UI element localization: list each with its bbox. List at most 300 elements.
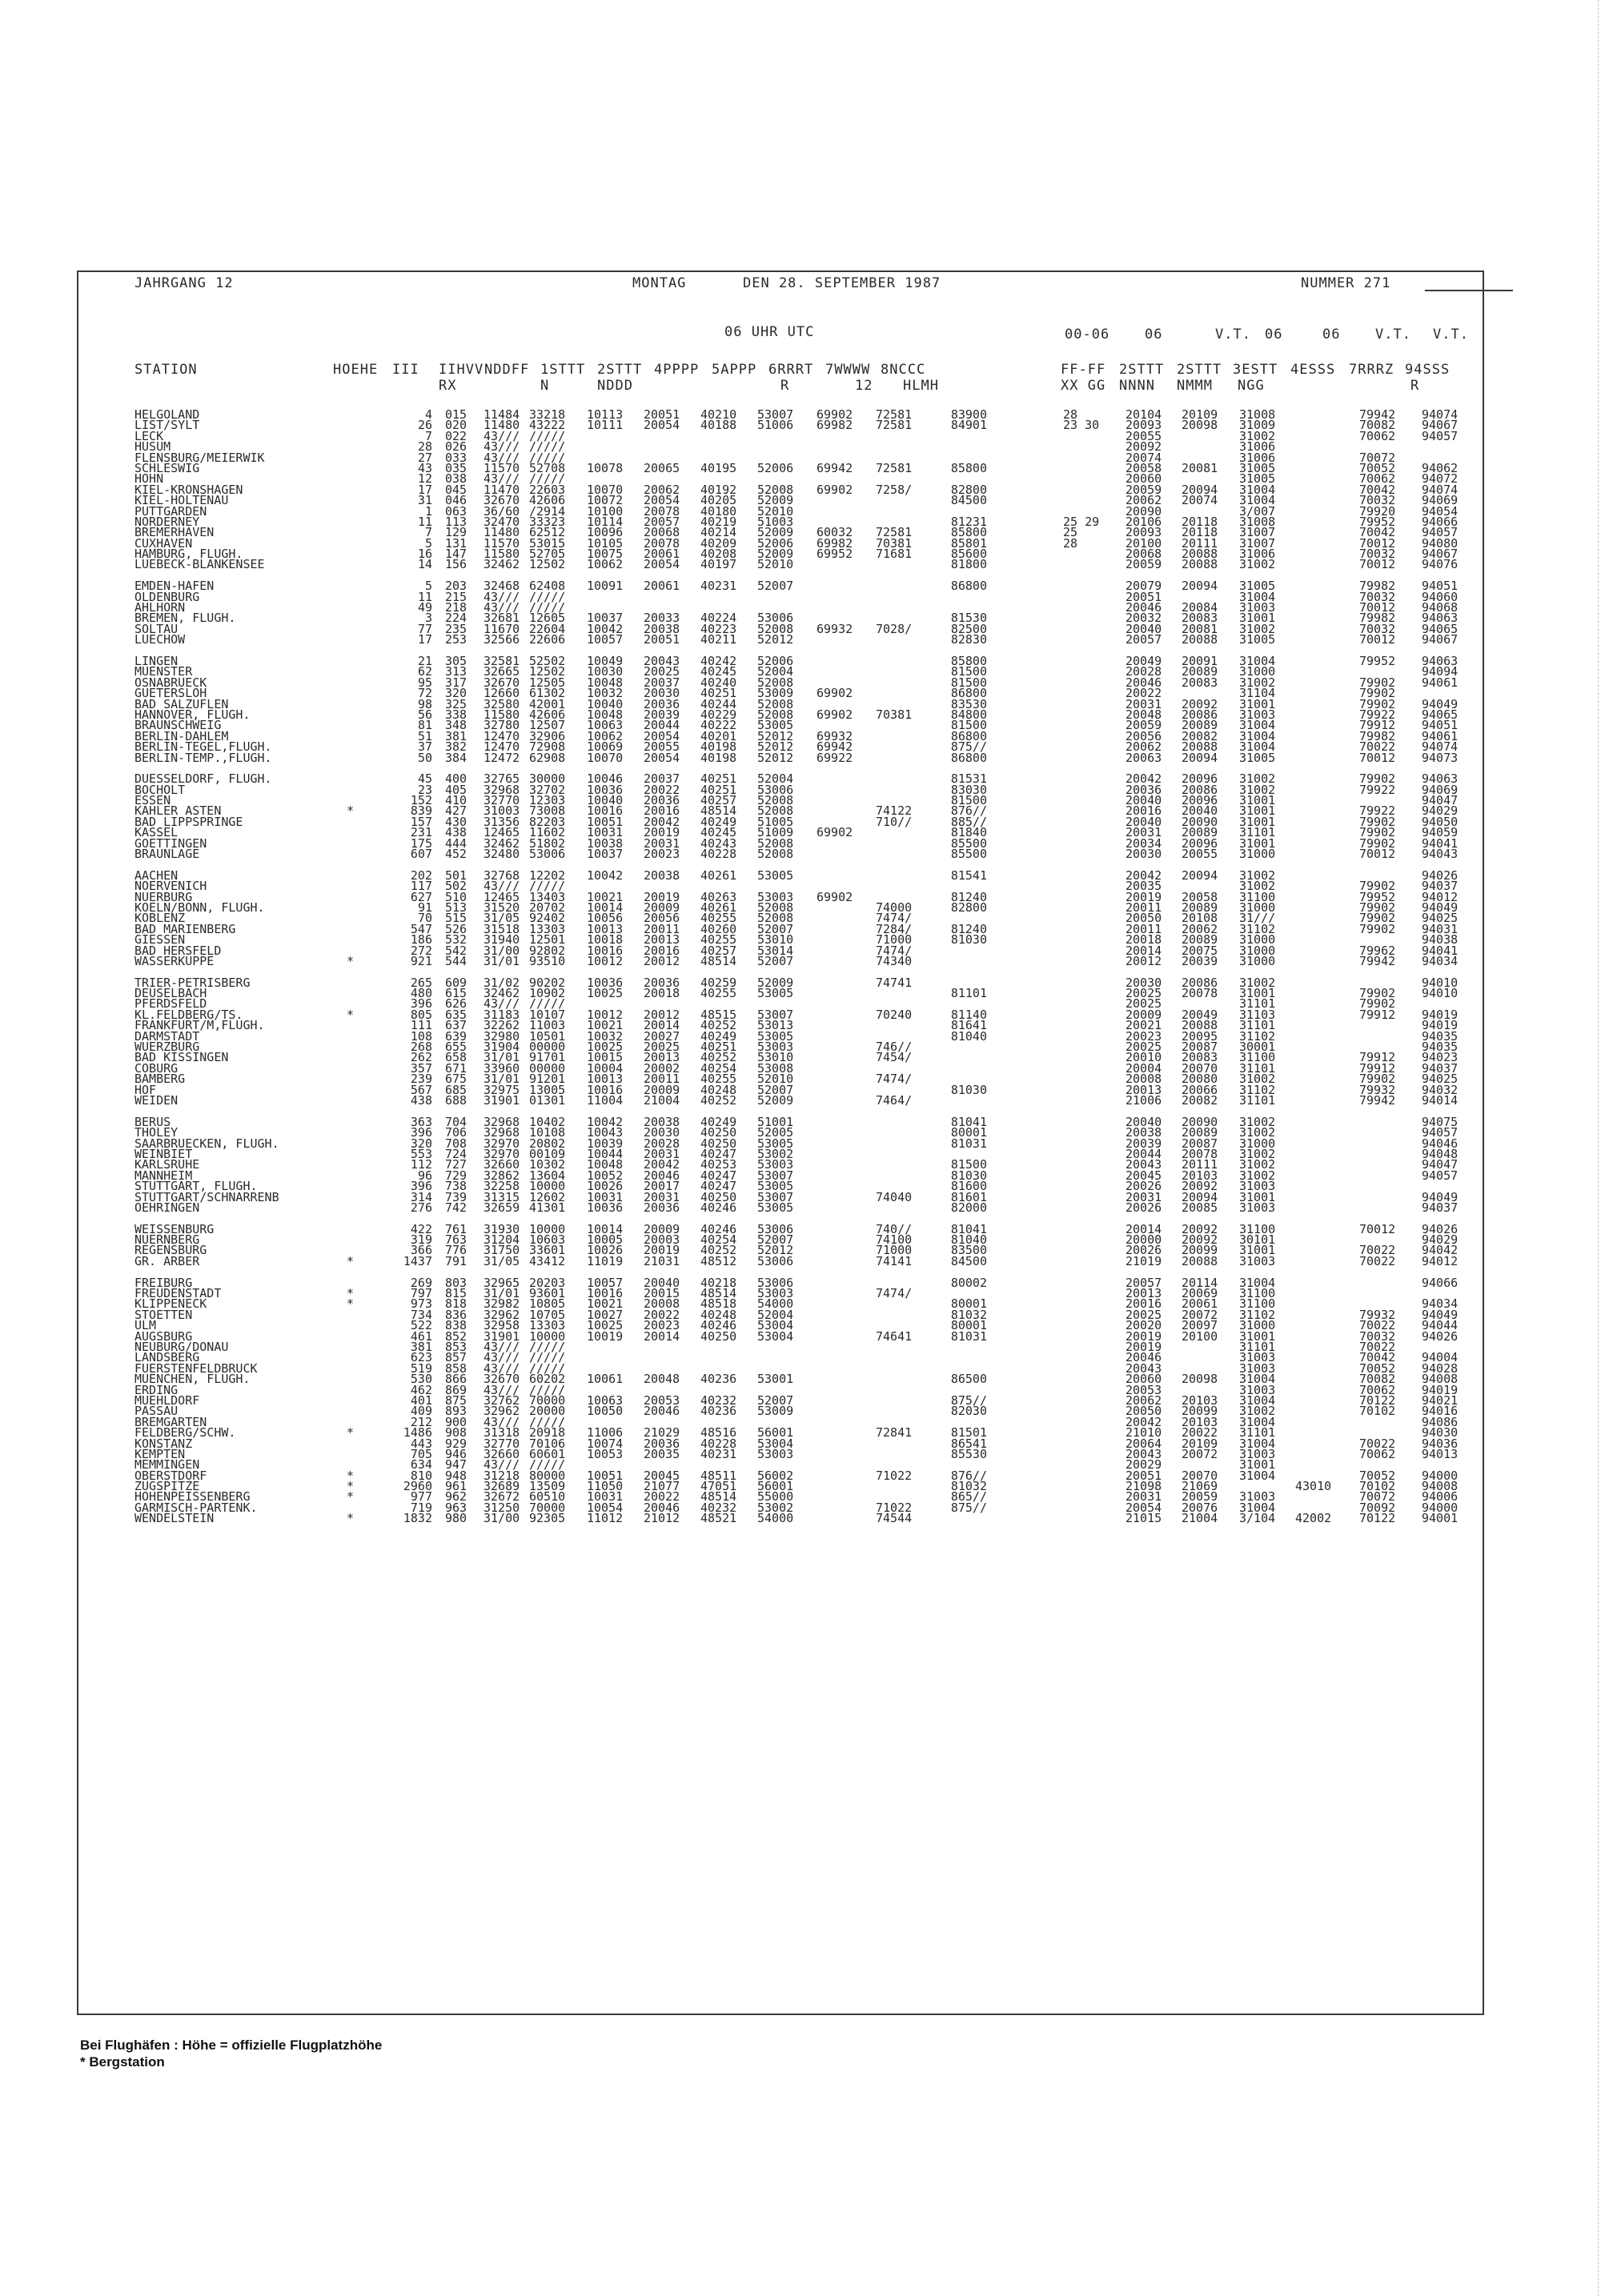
group-2sttt-c: 20090 <box>1182 814 1218 829</box>
group-2sttt-b: 20092 <box>1126 439 1162 455</box>
group-1sttt: 10025 <box>587 1318 624 1333</box>
group-4pppp: 48514 <box>700 953 737 968</box>
group-1sttt: 10040 <box>587 696 624 711</box>
hoehe: 1 <box>424 503 432 519</box>
iii: 526 <box>445 921 467 936</box>
hoehe: 422 <box>410 1221 432 1236</box>
station-name: DEUSELBACH <box>134 986 207 1001</box>
group-3estt: 31002 <box>1239 1146 1276 1161</box>
group-ffff: 25 <box>1063 525 1078 540</box>
nddff: 91201 <box>529 1072 566 1087</box>
group-8nccc: 84901 <box>950 418 987 433</box>
iihvv: 32862 <box>484 1168 520 1183</box>
group-7wwww: 74141 <box>876 1253 913 1268</box>
iihvv: 43/// <box>484 996 520 1012</box>
group-7rrrz: 70032 <box>1359 493 1396 508</box>
iii: 156 <box>445 557 467 572</box>
group-4pppp: 40251 <box>700 686 737 701</box>
group-94sss: 94059 <box>1422 825 1459 840</box>
group-3estt: 31005 <box>1239 460 1276 475</box>
col-sublabel-9: NGG <box>1238 378 1265 394</box>
group-2sttt-c: 20084 <box>1182 600 1218 615</box>
group-1sttt: 11019 <box>587 1253 624 1268</box>
hoehe: 567 <box>410 1082 432 1097</box>
hoehe: 72 <box>417 686 432 701</box>
group-5appp: 52007 <box>757 1232 794 1248</box>
group-2sttt-c: 20118 <box>1182 525 1218 540</box>
group-5appp: 52008 <box>757 835 794 851</box>
group-3estt: 31005 <box>1239 632 1276 647</box>
group-5appp: 53010 <box>757 1050 794 1065</box>
group-8nccc: 80002 <box>950 1275 987 1290</box>
group-2sttt: 20031 <box>644 1146 680 1161</box>
group-3estt: 31004 <box>1239 1468 1276 1483</box>
group-4pppp: 40208 <box>700 547 737 562</box>
iii: 857 <box>445 1350 467 1365</box>
group-4pppp: 40246 <box>700 1200 737 1215</box>
group-7rrrz: 70012 <box>1359 535 1396 551</box>
hoehe: 26 <box>417 418 432 433</box>
nddff: 10000 <box>529 1179 566 1194</box>
iihvv: 32665 <box>484 664 520 679</box>
hoehe: 363 <box>410 1114 432 1129</box>
group-4pppp: 40254 <box>700 1060 737 1076</box>
mountain-marker: * <box>347 1286 355 1301</box>
hoehe: 268 <box>410 1040 432 1055</box>
station-name: FLENSBURG/MEIERWIK <box>134 450 265 465</box>
nddff: 32702 <box>529 782 566 797</box>
group-3estt: 31003 <box>1239 1446 1276 1461</box>
hoehe: 98 <box>417 696 432 711</box>
group-2sttt-c: 20088 <box>1182 547 1218 562</box>
date-label: DEN 28. SEPTEMBER 1987 <box>743 275 941 291</box>
group-5appp: 52008 <box>757 900 794 915</box>
group-3estt: 31004 <box>1239 718 1276 733</box>
group-7rrrz: 70052 <box>1359 1360 1396 1376</box>
hoehe: 50 <box>417 750 432 765</box>
group-3estt: 31006 <box>1239 547 1276 562</box>
station-name: NUERBURG <box>134 889 193 904</box>
col-label-13: 2STTT <box>1177 362 1222 378</box>
station-name: BAD KISSINGEN <box>134 1050 229 1065</box>
iii: 869 <box>445 1382 467 1397</box>
group-2sttt: 20013 <box>644 932 680 948</box>
group-94sss: 94080 <box>1422 535 1459 551</box>
group-2sttt-b: 20014 <box>1126 1221 1162 1236</box>
station-name: BERUS <box>134 1114 171 1129</box>
group-7rrrz: 79982 <box>1359 579 1396 594</box>
group-7rrrz: 79902 <box>1359 771 1396 787</box>
group-8nccc: 81031 <box>950 1328 987 1344</box>
group-2sttt-c: 20075 <box>1182 943 1218 958</box>
hoehe: 634 <box>410 1457 432 1473</box>
iii: 532 <box>445 932 467 948</box>
group-2sttt: 20009 <box>644 900 680 915</box>
group-1sttt: 10074 <box>587 1436 624 1451</box>
group-5appp: 53004 <box>757 1328 794 1344</box>
group-5appp: 53006 <box>757 1275 794 1290</box>
nddff: 22603 <box>529 482 566 497</box>
group-2sttt-c: 20094 <box>1182 1189 1218 1204</box>
hoehe: 1437 <box>403 1253 432 1268</box>
group-4pppp: 48515 <box>700 1007 737 1022</box>
group-4pppp: 40219 <box>700 514 737 529</box>
group-2sttt-c: 20096 <box>1182 771 1218 787</box>
iihvv: 32962 <box>484 1307 520 1322</box>
group-2sttt: 20012 <box>644 953 680 968</box>
group-4pppp: 40222 <box>700 718 737 733</box>
group-2sttt-b: 20023 <box>1126 1028 1162 1044</box>
group-2sttt-b: 20059 <box>1126 718 1162 733</box>
group-4pppp: 40261 <box>700 900 737 915</box>
group-8nccc: 875// <box>950 1500 987 1515</box>
group-1sttt: 10053 <box>587 1446 624 1461</box>
group-ffff: 28 <box>1063 535 1078 551</box>
col-right-2: 06 <box>1145 327 1163 343</box>
group-6rrrt: 69902 <box>817 825 853 840</box>
group-94sss: 94025 <box>1422 911 1459 926</box>
group-4pppp: 40236 <box>700 1372 737 1387</box>
nddff: 10107 <box>529 1007 566 1022</box>
group-2sttt-c: 20086 <box>1182 782 1218 797</box>
group-94sss: 94034 <box>1422 953 1459 968</box>
group-5appp: 53007 <box>757 407 794 422</box>
group-94sss: 94016 <box>1422 1404 1459 1419</box>
group-4pppp: 40231 <box>700 579 737 594</box>
iii: 224 <box>445 611 467 626</box>
group-1sttt: 10040 <box>587 793 624 808</box>
group-2sttt-c: 20049 <box>1182 1007 1218 1022</box>
group-2sttt-b: 20040 <box>1126 621 1162 636</box>
iihvv: 32480 <box>484 847 520 862</box>
group-5appp: 53005 <box>757 1200 794 1215</box>
iihvv: 32975 <box>484 1082 520 1097</box>
hoehe: 21 <box>417 653 432 668</box>
group-3estt: 31006 <box>1239 439 1276 455</box>
group-94sss: 94086 <box>1422 1414 1459 1429</box>
group-2sttt: 20036 <box>644 696 680 711</box>
group-94sss: 94010 <box>1422 975 1459 990</box>
station-name: WENDELSTEIN <box>134 1511 215 1526</box>
group-4pppp: 40188 <box>700 418 737 433</box>
group-4pppp: 40252 <box>700 1050 737 1065</box>
group-2sttt: 20038 <box>644 868 680 883</box>
nddff: 73008 <box>529 803 566 819</box>
nddff: ///// <box>529 589 566 604</box>
iii: 410 <box>445 793 467 808</box>
group-2sttt-c: 20085 <box>1182 1200 1218 1215</box>
iihvv: 32780 <box>484 718 520 733</box>
group-3estt: 31004 <box>1239 1500 1276 1515</box>
group-2sttt: 20012 <box>644 1007 680 1022</box>
group-2sttt: 20042 <box>644 814 680 829</box>
station-name: WASSERKUPPE <box>134 953 215 968</box>
group-2sttt-c: 20089 <box>1182 900 1218 915</box>
group-1sttt: 10036 <box>587 782 624 797</box>
iii: 615 <box>445 986 467 1001</box>
group-7rrrz: 70102 <box>1359 1404 1396 1419</box>
iii: 961 <box>445 1479 467 1494</box>
iii: 637 <box>445 1018 467 1033</box>
iihvv: 32762 <box>484 1392 520 1408</box>
group-4pppp: 40232 <box>700 1392 737 1408</box>
group-2sttt-b: 20063 <box>1126 750 1162 765</box>
iihvv: 32262 <box>484 1018 520 1033</box>
group-1sttt: 10012 <box>587 1007 624 1022</box>
station-name: ULM <box>134 1318 157 1333</box>
col-right-1: 00-06 <box>1065 327 1110 343</box>
iihvv: 31003 <box>484 803 520 819</box>
group-8nccc: 83030 <box>950 782 987 797</box>
group-3estt: 31004 <box>1239 1372 1276 1387</box>
group-2sttt-c: 20089 <box>1182 932 1218 948</box>
group-7rrrz: 70122 <box>1359 1392 1396 1408</box>
group-2sttt: 20003 <box>644 1232 680 1248</box>
nddff: 72908 <box>529 739 566 755</box>
group-2sttt-c: 20072 <box>1182 1307 1218 1322</box>
iii: 338 <box>445 707 467 722</box>
iihvv: 32462 <box>484 835 520 851</box>
group-3estt: 31002 <box>1239 675 1276 690</box>
group-3estt: 31004 <box>1239 589 1276 604</box>
group-6rrrt: 69982 <box>817 535 853 551</box>
group-5appp: 54000 <box>757 1511 794 1526</box>
group-1sttt: 10056 <box>587 911 624 926</box>
group-2sttt: 20016 <box>644 803 680 819</box>
col-label-5: 2STTT <box>597 362 643 378</box>
group-2sttt: 20051 <box>644 632 680 647</box>
hoehe: 111 <box>410 1018 432 1033</box>
group-2sttt: 20068 <box>644 525 680 540</box>
group-5appp: 52005 <box>757 1125 794 1140</box>
group-4pppp: 40201 <box>700 728 737 743</box>
hoehe: 276 <box>410 1200 432 1215</box>
group-5appp: 51001 <box>757 1114 794 1129</box>
group-8nccc: 81030 <box>950 1168 987 1183</box>
group-4pppp: 40232 <box>700 1500 737 1515</box>
iii: 381 <box>445 728 467 743</box>
group-2sttt: 20038 <box>644 1114 680 1129</box>
group-2sttt-c: 20081 <box>1182 460 1218 475</box>
group-2sttt-b: 20042 <box>1126 771 1162 787</box>
group-94sss: 94063 <box>1422 611 1459 626</box>
station-name: HOHENPEISSENBERG <box>134 1489 251 1505</box>
hoehe: 461 <box>410 1328 432 1344</box>
group-94sss: 94019 <box>1422 1018 1459 1033</box>
group-3estt: 31100 <box>1239 1221 1276 1236</box>
group-3estt: 31002 <box>1239 428 1276 443</box>
group-5appp: 56002 <box>757 1468 794 1483</box>
hoehe: 381 <box>410 1339 432 1354</box>
iii: 513 <box>445 900 467 915</box>
iihvv: 11470 <box>484 482 520 497</box>
col-label-15: 4ESSS <box>1290 362 1336 378</box>
iii: 325 <box>445 696 467 711</box>
iii: 853 <box>445 1339 467 1354</box>
nddff: 01301 <box>529 1093 566 1108</box>
group-7wwww: 72581 <box>876 460 913 475</box>
group-8nccc: 865// <box>950 1489 987 1505</box>
group-1sttt: 10014 <box>587 1221 624 1236</box>
iihvv: 43/// <box>484 1339 520 1354</box>
group-4pppp: 40229 <box>700 707 737 722</box>
station-name: HELGOLAND <box>134 407 200 422</box>
group-94sss: 94025 <box>1422 1072 1459 1087</box>
mountain-marker: * <box>347 803 355 819</box>
group-4pppp: 40244 <box>700 696 737 711</box>
group-2sttt-b: 20064 <box>1126 1436 1162 1451</box>
group-1sttt: 10070 <box>587 750 624 765</box>
group-2sttt-c: 20094 <box>1182 868 1218 883</box>
group-94sss: 94029 <box>1422 1232 1459 1248</box>
group-5appp: 52009 <box>757 493 794 508</box>
nddff: 00000 <box>529 1060 566 1076</box>
station-name: KONSTANZ <box>134 1436 193 1451</box>
group-5appp: 53006 <box>757 1221 794 1236</box>
group-1sttt: 10062 <box>587 557 624 572</box>
group-4pppp: 48514 <box>700 1489 737 1505</box>
group-8nccc: 80001 <box>950 1318 987 1333</box>
station-name: LUEBECK-BLANKENSEE <box>134 557 265 572</box>
group-7wwww: 740// <box>876 1221 913 1236</box>
group-2sttt-c: 20094 <box>1182 579 1218 594</box>
group-5appp: 53005 <box>757 1028 794 1044</box>
station-name: KL.FELDBERG/TS. <box>134 1007 243 1022</box>
group-7rrrz: 79902 <box>1359 986 1396 1001</box>
group-2sttt: 20054 <box>644 750 680 765</box>
nddff: 62408 <box>529 579 566 594</box>
footer-notes <box>80 2037 382 2070</box>
group-4pppp: 40252 <box>700 1093 737 1108</box>
group-2sttt: 20065 <box>644 460 680 475</box>
station-name: WEINBIET <box>134 1146 193 1161</box>
station-name: LANDSBERG <box>134 1350 200 1365</box>
group-94sss: 94049 <box>1422 1307 1459 1322</box>
iii: 544 <box>445 953 467 968</box>
iii: 875 <box>445 1392 467 1408</box>
group-94sss: 94072 <box>1422 471 1459 487</box>
group-3estt: 31002 <box>1239 771 1276 787</box>
iii: 946 <box>445 1446 467 1461</box>
iihvv: 31518 <box>484 921 520 936</box>
group-94sss: 94026 <box>1422 1328 1459 1344</box>
iihvv: 31/00 <box>484 1511 520 1526</box>
iii: 147 <box>445 547 467 562</box>
group-5appp: 52012 <box>757 750 794 765</box>
group-2sttt-b: 20011 <box>1126 900 1162 915</box>
group-2sttt-c: 20094 <box>1182 750 1218 765</box>
col-right-3: V.T. <box>1215 327 1251 343</box>
group-4pppp: 40259 <box>700 975 737 990</box>
group-4esss: 43010 <box>1295 1479 1332 1494</box>
iihvv: 32462 <box>484 986 520 1001</box>
iihvv: 12465 <box>484 889 520 904</box>
station-name: AHLHORN <box>134 600 186 615</box>
group-2sttt-b: 20031 <box>1126 1489 1162 1505</box>
col-label-6: 4PPPP <box>654 362 700 378</box>
group-94sss: 94044 <box>1422 1318 1459 1333</box>
group-3estt: 31102 <box>1239 1307 1276 1322</box>
nddff: 32906 <box>529 728 566 743</box>
group-3estt: 31101 <box>1239 1018 1276 1033</box>
nddff: 52708 <box>529 460 566 475</box>
group-2sttt-c: 20089 <box>1182 718 1218 733</box>
group-4pppp: 48518 <box>700 1296 737 1312</box>
iii: 063 <box>445 503 467 519</box>
mountain-marker: * <box>347 1468 355 1483</box>
group-4pppp: 40245 <box>700 664 737 679</box>
group-4pppp: 40257 <box>700 943 737 958</box>
group-3estt: 31000 <box>1239 1318 1276 1333</box>
mountain-marker: * <box>347 1253 355 1268</box>
group-2sttt: 20053 <box>644 1392 680 1408</box>
nddff: 00000 <box>529 1040 566 1055</box>
group-2sttt: 20035 <box>644 1446 680 1461</box>
group-5appp: 53005 <box>757 1136 794 1151</box>
nddff: 11003 <box>529 1018 566 1033</box>
group-7rrrz: 70082 <box>1359 418 1396 433</box>
station-name: NOERVENICH <box>134 879 207 894</box>
group-2sttt: 20027 <box>644 1028 680 1044</box>
group-1sttt: 10114 <box>587 514 624 529</box>
col-sublabel-2: NDDD <box>597 378 633 394</box>
nddff: 10705 <box>529 1307 566 1322</box>
mountain-marker: * <box>347 1425 355 1441</box>
iii: 980 <box>445 1511 467 1526</box>
nddff: 12501 <box>529 932 566 948</box>
group-1sttt: 10072 <box>587 493 624 508</box>
group-5appp: 53005 <box>757 1179 794 1194</box>
group-2sttt-c: 20081 <box>1182 621 1218 636</box>
nddff: 20000 <box>529 1404 566 1419</box>
group-3estt: 31004 <box>1239 1414 1276 1429</box>
group-2sttt: 20023 <box>644 1318 680 1333</box>
group-2sttt-c: 20072 <box>1182 1446 1218 1461</box>
group-3estt: 31009 <box>1239 418 1276 433</box>
col-right-5: 06 <box>1322 327 1341 343</box>
group-7rrrz: 70062 <box>1359 1382 1396 1397</box>
group-2sttt-b: 20051 <box>1126 589 1162 604</box>
hoehe: 366 <box>410 1243 432 1258</box>
iihvv: 32659 <box>484 1200 520 1215</box>
group-2sttt-c: 20090 <box>1182 1114 1218 1129</box>
group-3estt: 31004 <box>1239 728 1276 743</box>
iii: 708 <box>445 1136 467 1151</box>
group-7rrrz: 79902 <box>1359 879 1396 894</box>
group-2sttt-b: 20019 <box>1126 889 1162 904</box>
group-5appp: 52008 <box>757 675 794 690</box>
group-94sss: 94057 <box>1422 525 1459 540</box>
group-4pppp: 40249 <box>700 1028 737 1044</box>
group-7rrrz: 70012 <box>1359 1221 1396 1236</box>
group-4pppp: 40245 <box>700 825 737 840</box>
group-2sttt-b: 20016 <box>1126 1296 1162 1312</box>
group-2sttt-b: 21098 <box>1126 1479 1162 1494</box>
group-3estt: 31005 <box>1239 579 1276 594</box>
group-2sttt-c: 20103 <box>1182 1168 1218 1183</box>
iii: 113 <box>445 514 467 529</box>
group-7rrrz: 70122 <box>1359 1511 1396 1526</box>
hoehe: 357 <box>410 1060 432 1076</box>
station-name: MANNHEIM <box>134 1168 193 1183</box>
group-7rrrz: 79902 <box>1359 814 1396 829</box>
station-name: HOHN <box>134 471 164 487</box>
group-6rrrt: 69942 <box>817 739 853 755</box>
station-name: REGENSBURG <box>134 1243 207 1258</box>
iihvv: 32965 <box>484 1275 520 1290</box>
group-94sss: 94036 <box>1422 1436 1459 1451</box>
group-5appp: 52012 <box>757 739 794 755</box>
